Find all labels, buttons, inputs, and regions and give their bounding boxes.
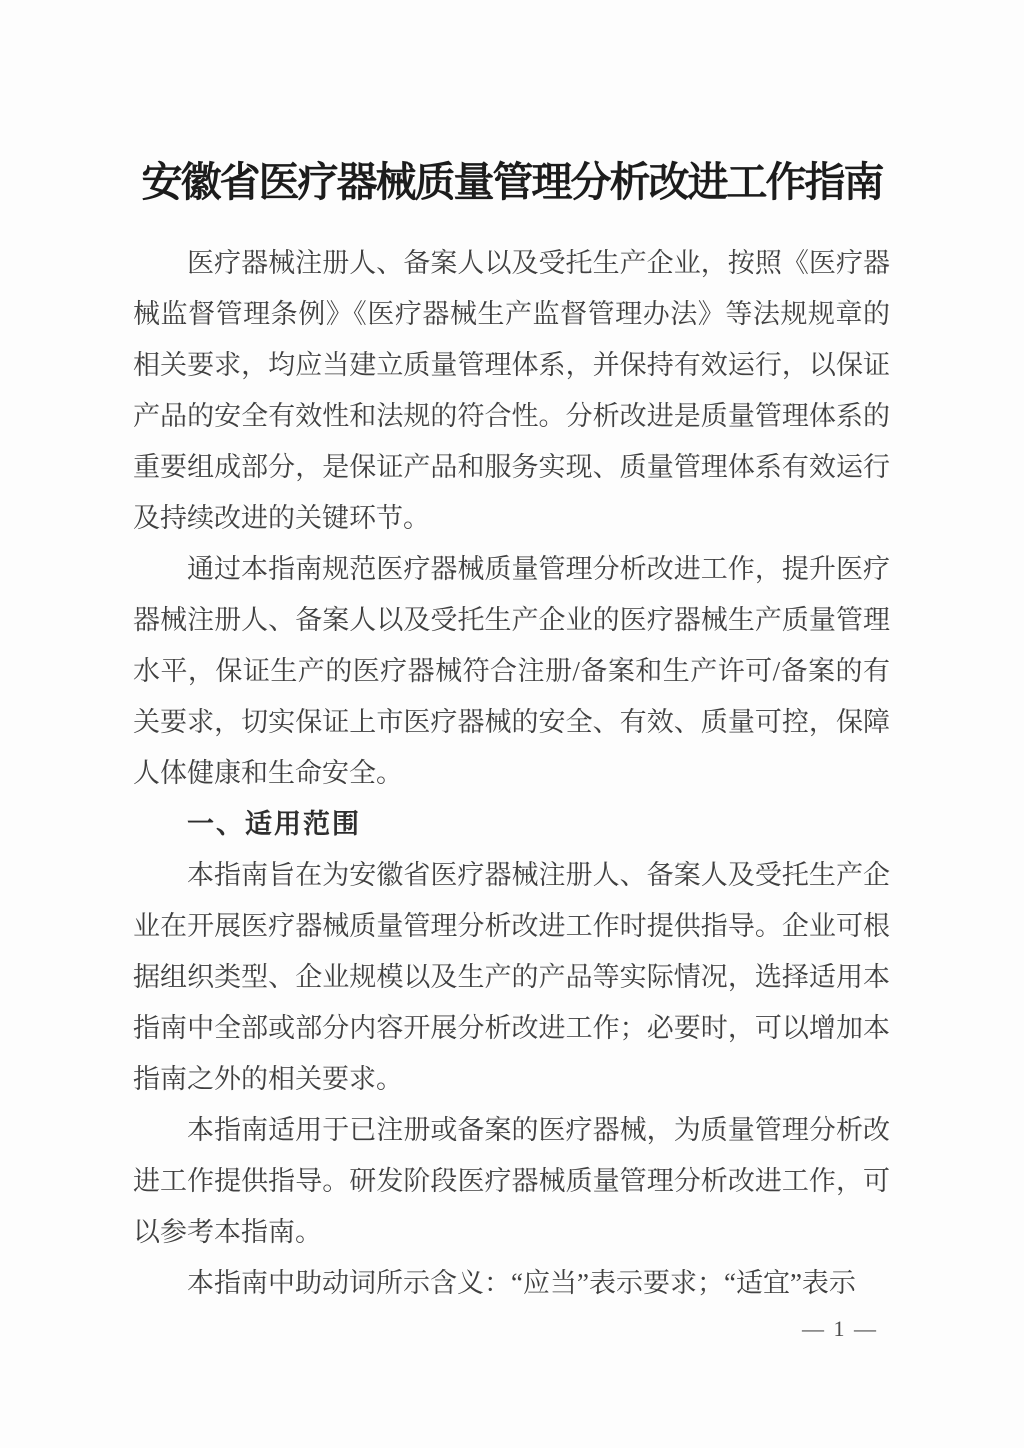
text-line: 本指南适用于已注册或备案的医疗器械，为质量管理分析改 (187, 1115, 890, 1145)
paragraph-intro-2 (133, 544, 890, 799)
text-line: 人体健康和生命安全。 (133, 758, 403, 788)
text-line: 一、适用范围 (187, 809, 361, 839)
text-line: 水平，保证生产的医疗器械符合注册/备案和生产许可/备案的有 (133, 656, 890, 686)
section-heading-scope (133, 799, 890, 850)
page-number: — 1 — (802, 1316, 878, 1341)
text-line: 本指南中助动词所示含义：“应当”表示要求；“适宜”表示 (187, 1268, 856, 1298)
text-line: 本指南旨在为安徽省医疗器械注册人、备案人及受托生产企 (187, 860, 890, 890)
text-line: 以参考本指南。 (133, 1217, 322, 1247)
text-line: 指南中全部或部分内容开展分析改进工作；必要时，可以增加本 (133, 1013, 890, 1043)
text-line: 产品的安全有效性和法规的符合性。分析改进是质量管理体系的 (133, 401, 890, 431)
text-line: 指南之外的相关要求。 (133, 1064, 403, 1094)
text-line: 械监督管理条例》《医疗器械生产监督管理办法》等法规规章的 (133, 299, 890, 329)
text-line: 通过本指南规范医疗器械质量管理分析改进工作，提升医疗 (187, 554, 890, 584)
text-line: 关要求，切实保证上市医疗器械的安全、有效、质量可控，保障 (133, 707, 890, 737)
text-line: 器械注册人、备案人以及受托生产企业的医疗器械生产质量管理 (133, 605, 890, 635)
paragraph-scope-2 (133, 1105, 890, 1258)
text-line: 及持续改进的关键环节。 (133, 503, 430, 533)
paragraph-scope-1 (133, 850, 890, 1105)
paragraph-intro-1 (133, 238, 890, 544)
text-line: 业在开展医疗器械质量管理分析改进工作时提供指导。企业可根 (133, 911, 890, 941)
text-line: 重要组成部分，是保证产品和服务实现、质量管理体系有效运行 (133, 452, 890, 482)
document-body (133, 238, 890, 1309)
document-title: 安徽省医疗器械质量管理分析改进工作指南 (141, 159, 883, 206)
text-line: 据组织类型、企业规模以及生产的产品等实际情况，选择适用本 (133, 962, 890, 992)
paragraph-terms (133, 1258, 890, 1309)
text-line: 相关要求，均应当建立质量管理体系，并保持有效运行，以保证 (133, 350, 890, 380)
text-line: 医疗器械注册人、备案人以及受托生产企业，按照《医疗器 (187, 248, 890, 278)
text-line: 进工作提供指导。研发阶段医疗器械质量管理分析改进工作，可 (133, 1166, 890, 1196)
